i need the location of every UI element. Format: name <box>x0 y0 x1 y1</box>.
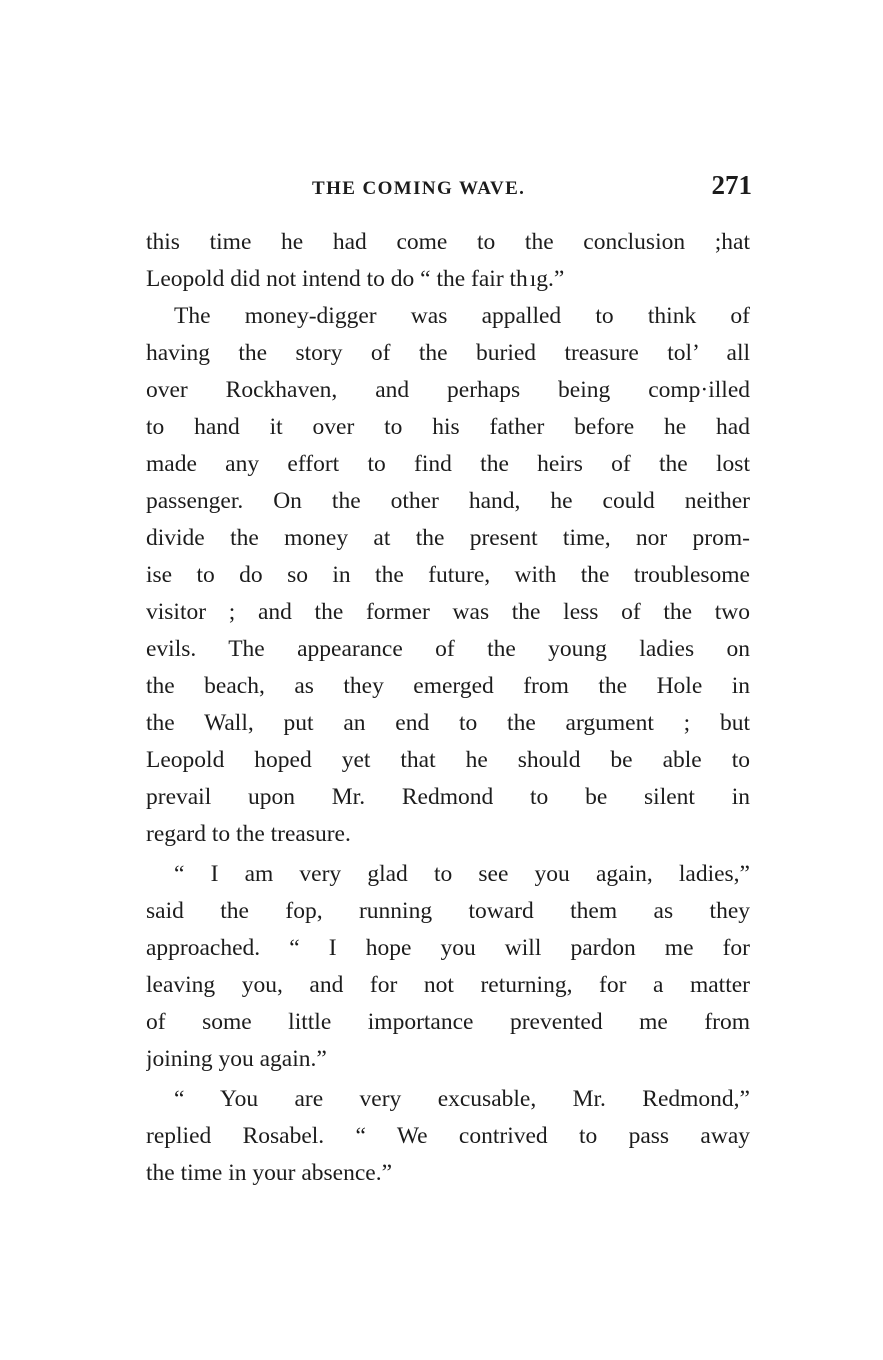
body-text <box>146 224 750 1192</box>
text-line: divide the money at the present time, nor prom- <box>146 525 750 551</box>
text-line: Leopold hoped yet that he should be able to <box>146 747 750 773</box>
page-number: 271 <box>711 170 752 200</box>
text-line: joining you again.” <box>146 1046 327 1072</box>
text-line: The money-digger was appalled to think of <box>174 303 750 329</box>
text-line: having the story of the buried treasure tol’ all <box>146 340 750 366</box>
text-line: passenger. On the other hand, he could neither <box>146 488 750 514</box>
text-line: regard to the treasure. <box>146 821 351 847</box>
text-line: Leopold did not intend to do “ the fair th ıg.” <box>146 266 565 292</box>
text-line: evils. The appearance of the young ladies on <box>146 636 750 662</box>
text-line: leaving you, and for not returning, for a matter <box>146 972 750 998</box>
text-line: “ You are very excusable, Mr. Redmond,” <box>174 1086 750 1112</box>
text-line: approached. “ I hope you will pardon me for <box>146 935 750 961</box>
text-line: the beach, as they emerged from the Hole in <box>146 673 750 699</box>
text-line: this time he had come to the conclusion ;hat <box>146 229 750 255</box>
text-line: over Rockhaven, and perhaps being comp·illed <box>146 377 750 403</box>
running-header <box>140 170 752 204</box>
text-line: made any effort to find the heirs of the lost <box>146 451 750 477</box>
text-line: the time in your absence.” <box>146 1160 393 1186</box>
text-line: to hand it over to his father before he had <box>146 414 750 440</box>
text-line: of some little importance prevented me from <box>146 1009 750 1035</box>
text-line: replied Rosabel. “ We contrived to pass away <box>146 1123 750 1149</box>
text-line: “ I am very glad to see you again, ladies,” <box>174 861 750 887</box>
running-title: THE COMING WAVE. <box>312 178 526 199</box>
text-line: the Wall, put an end to the argument ; but <box>146 710 750 736</box>
text-line: said the fop, running toward them as they <box>146 898 750 924</box>
text-line: visitor ; and the former was the less of the two <box>146 599 750 625</box>
text-line: prevail upon Mr. Redmond to be silent in <box>146 784 750 810</box>
text-line: ise to do so in the future, with the troublesome <box>146 562 750 588</box>
